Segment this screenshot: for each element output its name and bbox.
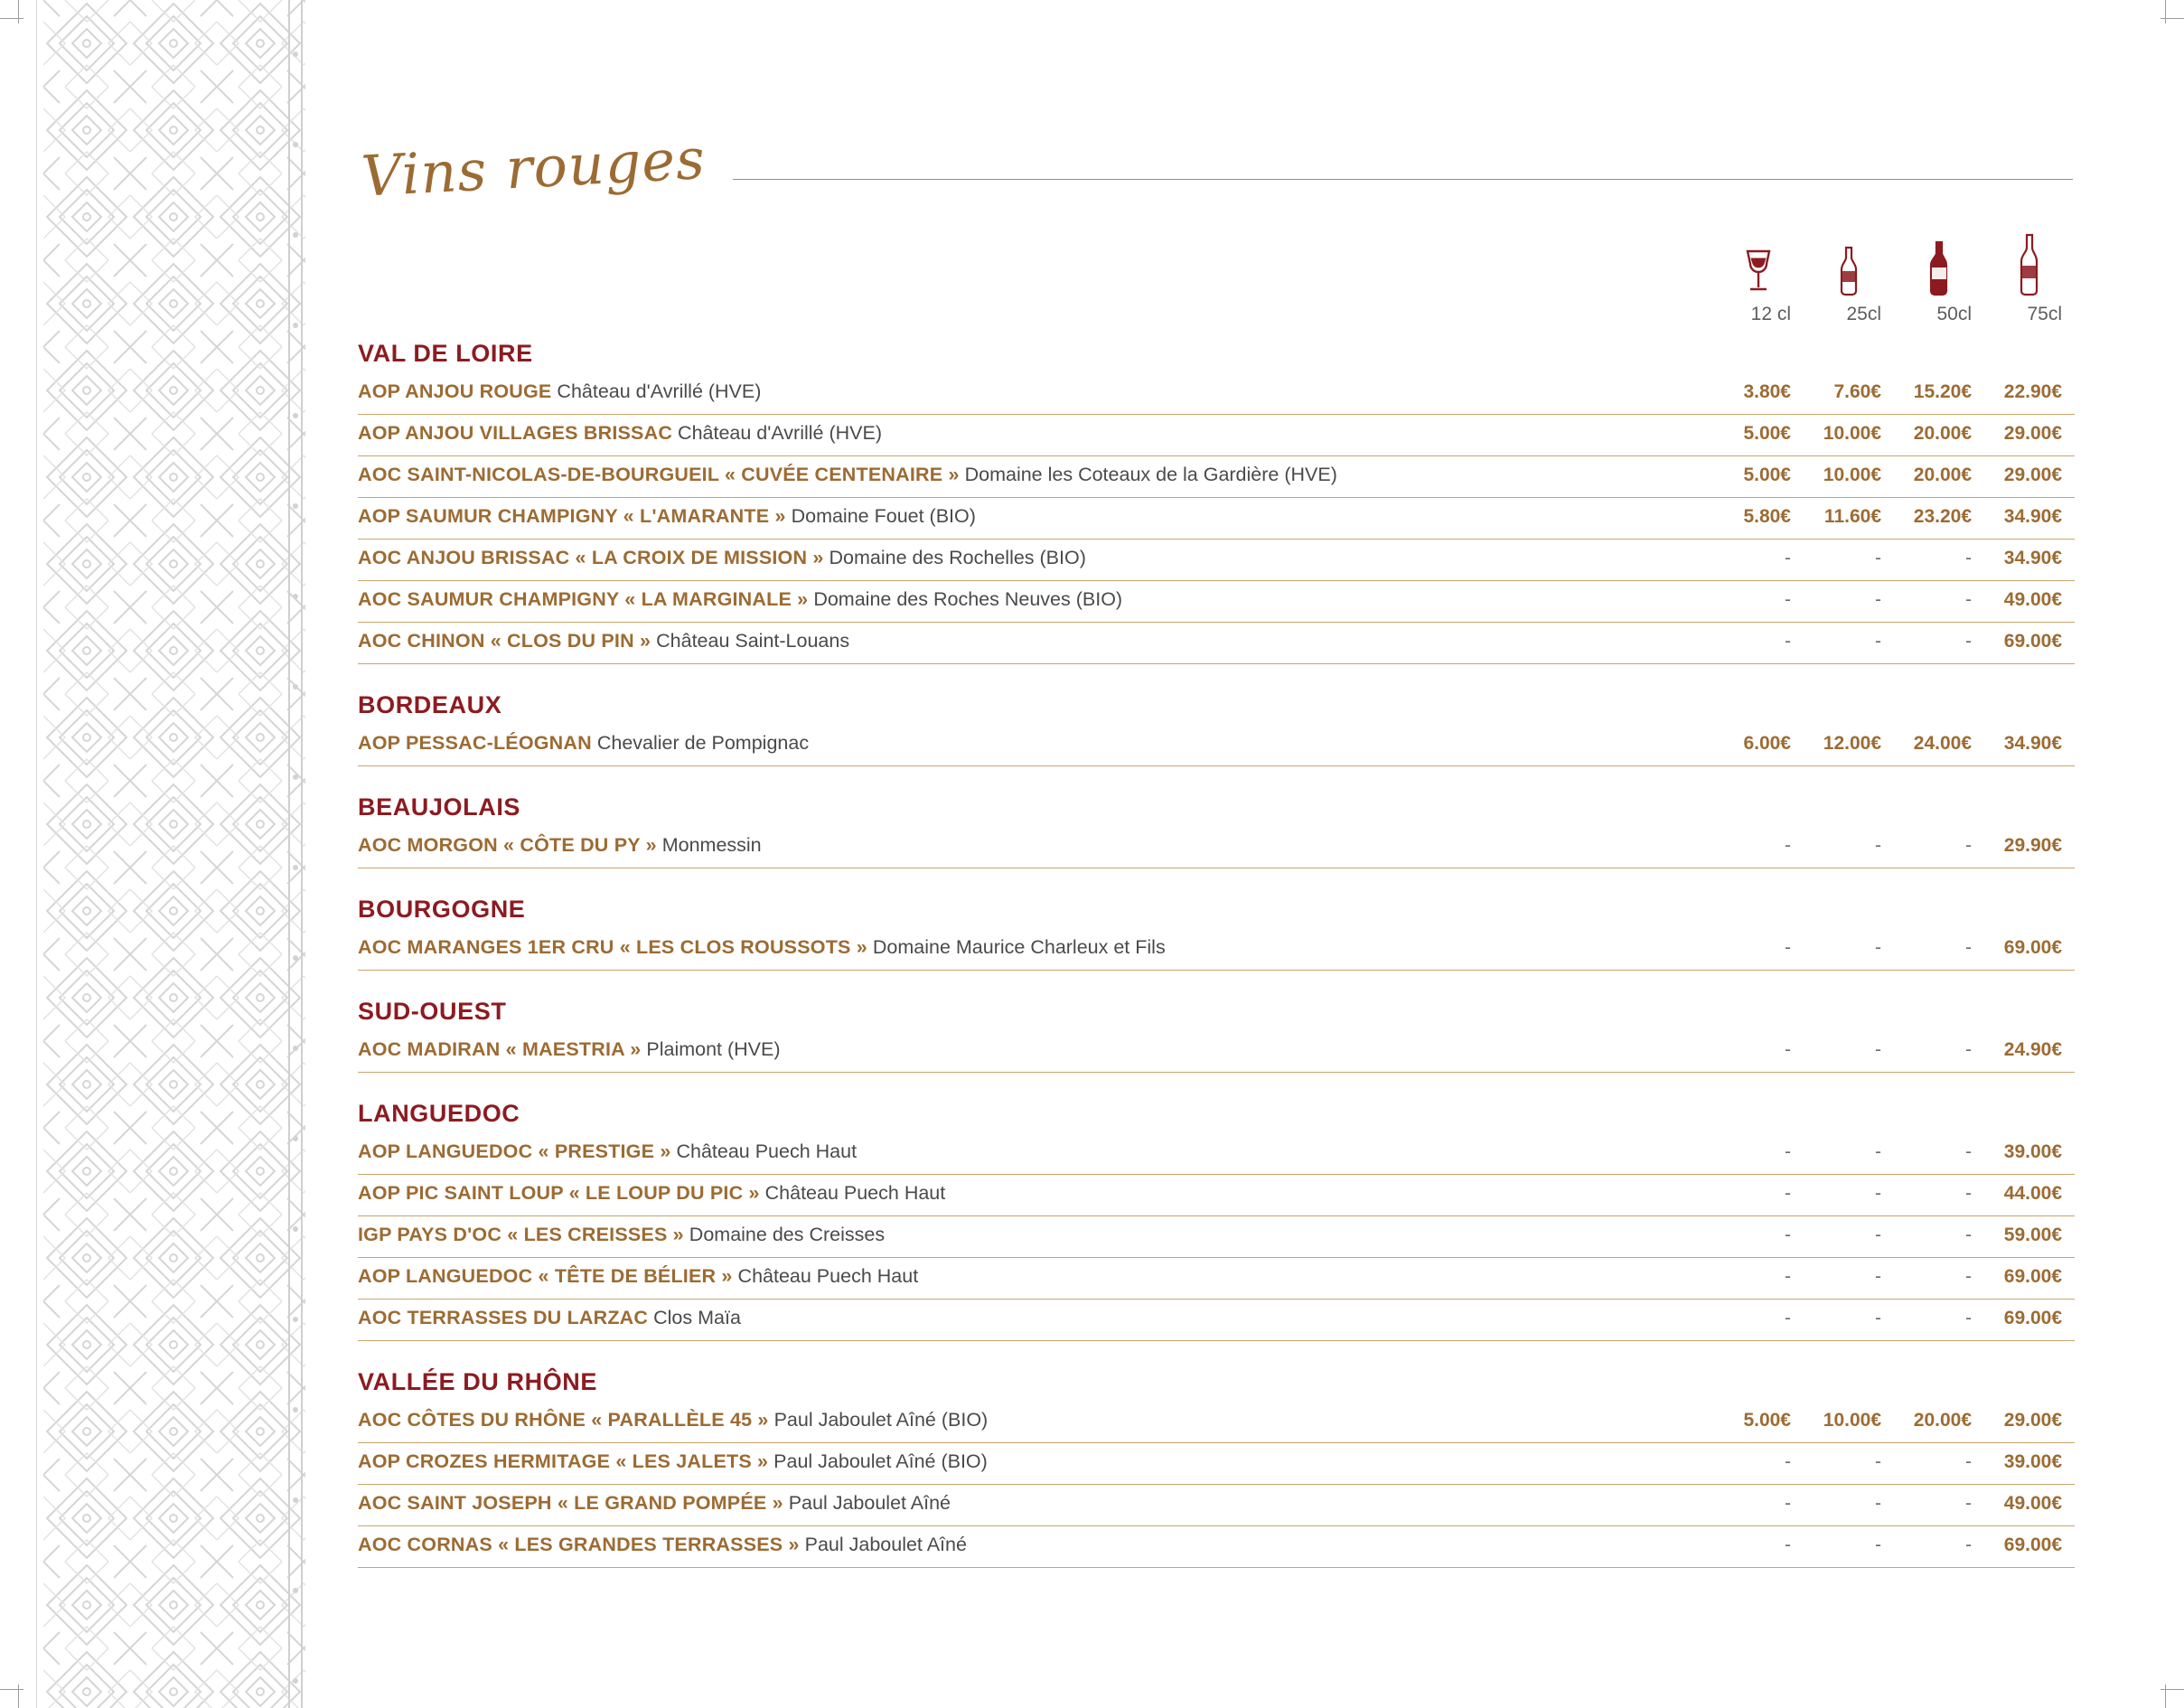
wine-appellation: AOC SAINT-NICOLAS-DE-BOURGUEIL « CUVÉE CENTENAIRE » — [358, 464, 960, 485]
wine-row — [358, 1031, 2075, 1073]
wine-appellation: AOP LANGUEDOC « PRESTIGE » — [358, 1140, 671, 1162]
wine-appellation: AOP SAUMUR CHAMPIGNY « L'AMARANTE » — [358, 505, 786, 527]
region-title: SUD-OUEST — [358, 998, 507, 1025]
wine-name — [358, 1140, 1713, 1164]
price-cell: - — [1875, 1183, 1881, 1204]
wine-name — [358, 1450, 1713, 1474]
price-cell: 39.00€ — [2003, 1451, 2062, 1472]
wine-row — [358, 373, 2075, 415]
page-margin-rule — [36, 0, 37, 1708]
price-group — [1713, 733, 2075, 755]
price-cell: 5.00€ — [1743, 1410, 1791, 1431]
price-cell: 15.20€ — [1913, 381, 1972, 402]
wine-glass-icon — [1713, 240, 1804, 296]
wine-row — [358, 623, 2075, 664]
price-cell: 29.00€ — [2003, 1410, 2062, 1431]
page-title-row — [358, 125, 2075, 217]
wine-appellation: AOC MORGON « CÔTE DU PY » — [358, 834, 657, 856]
price-cell: - — [1875, 631, 1881, 652]
wine-producer: Château d'Avrillé (HVE) — [551, 380, 762, 402]
wine-row — [358, 1300, 2075, 1341]
crop-mark-bottom-left-vertical — [18, 1685, 19, 1708]
wine-producer: Paul Jaboulet Aîné (BIO) — [768, 1409, 989, 1431]
price-cell: - — [1965, 1493, 1972, 1514]
wine-name — [358, 1408, 1713, 1432]
wine-producer: Domaine des Rochelles (BIO) — [823, 547, 1086, 568]
price-cell: 22.90€ — [2003, 381, 2062, 402]
crop-mark-top-left-horizontal — [0, 18, 23, 19]
price-cell: 49.00€ — [2003, 1493, 2062, 1514]
wine-appellation: AOP CROZES HERMITAGE « LES JALETS » — [358, 1450, 769, 1472]
price-cell: 5.00€ — [1743, 423, 1791, 444]
wine-appellation: AOC MADIRAN « MAESTRIA » — [358, 1038, 642, 1060]
price-cell: - — [1785, 1141, 1791, 1162]
price-cell: - — [1875, 1266, 1881, 1287]
price-cell: 24.90€ — [2003, 1039, 2062, 1060]
price-cell: 10.00€ — [1823, 465, 1881, 485]
wine-row — [358, 1443, 2075, 1485]
price-cell: 10.00€ — [1823, 423, 1881, 444]
wine-producer: Monmessin — [656, 834, 762, 856]
wine-row — [358, 1485, 2075, 1526]
wine-name — [358, 833, 1713, 858]
wine-appellation: AOP PIC SAINT LOUP « LE LOUP DU PIC » — [358, 1182, 760, 1204]
price-cell: - — [1965, 631, 1972, 652]
price-group — [1713, 1225, 2075, 1246]
price-group — [1713, 1410, 2075, 1431]
price-group — [1713, 631, 2075, 652]
price-cell: 29.00€ — [2003, 423, 2062, 444]
price-group — [1713, 1493, 2075, 1515]
wine-row — [358, 725, 2075, 766]
region-title: BOURGOGNE — [358, 896, 526, 923]
price-group — [1713, 1534, 2075, 1556]
region-title: BORDEAUX — [358, 691, 502, 718]
price-cell: 6.00€ — [1743, 733, 1791, 754]
wine-region — [358, 793, 2075, 868]
wine-row — [358, 1175, 2075, 1216]
region-title: LANGUEDOC — [358, 1100, 520, 1127]
wine-row — [358, 1216, 2075, 1258]
wine-name — [358, 1533, 1713, 1557]
price-cell: 5.00€ — [1743, 465, 1791, 485]
wine-producer: Clos Maïa — [648, 1307, 741, 1328]
price-cell: - — [1965, 1183, 1972, 1204]
price-cell: 12.00€ — [1823, 733, 1881, 754]
crop-mark-bottom-left-horizontal — [0, 1689, 23, 1690]
price-cell: 49.00€ — [2003, 589, 2062, 610]
price-cell: 69.00€ — [2003, 1534, 2062, 1555]
wine-appellation: AOC SAINT JOSEPH « LE GRAND POMPÉE » — [358, 1492, 783, 1514]
wine-name — [358, 1306, 1713, 1330]
wine-row — [358, 1133, 2075, 1175]
wine-row — [358, 827, 2075, 868]
price-cell: - — [1785, 631, 1791, 652]
price-cell: 69.00€ — [2003, 1266, 2062, 1287]
price-cell: - — [1785, 1266, 1791, 1287]
wine-producer: Domaine des Roches Neuves (BIO) — [808, 588, 1123, 610]
wine-producer: Château Puech Haut — [670, 1140, 858, 1162]
page-title: Vins rouges — [360, 125, 708, 210]
wine-row — [358, 498, 2075, 540]
unit-label-50cl: 50cl — [1936, 304, 1972, 324]
menu-page — [358, 0, 2075, 1708]
price-cell: 39.00€ — [2003, 1141, 2062, 1162]
price-cell: - — [1965, 835, 1972, 856]
wine-producer: Paul Jaboulet Aîné — [783, 1492, 951, 1514]
wine-name — [358, 1181, 1713, 1206]
medium-bottle-icon — [1894, 240, 1984, 296]
price-group — [1713, 423, 2075, 445]
large-bottle-icon — [1984, 240, 2075, 296]
wine-name — [358, 421, 1713, 446]
wine-name — [358, 587, 1713, 612]
crop-mark-bottom-right-vertical — [2165, 1685, 2166, 1708]
price-cell: 3.80€ — [1743, 381, 1791, 402]
wine-name — [358, 1491, 1713, 1516]
decorative-pattern-band — [43, 0, 305, 1708]
price-group — [1713, 506, 2075, 528]
price-cell: - — [1875, 1451, 1881, 1472]
crop-mark-bottom-right-horizontal — [2161, 1689, 2184, 1690]
price-cell: 69.00€ — [2003, 631, 2062, 652]
wine-row — [358, 1402, 2075, 1443]
price-cell: 5.80€ — [1743, 506, 1791, 527]
unit-label-75cl: 75cl — [2027, 304, 2062, 324]
wine-producer: Paul Jaboulet Aîné (BIO) — [768, 1450, 988, 1472]
wine-producer: Château Puech Haut — [732, 1265, 919, 1287]
price-cell: - — [1875, 835, 1881, 856]
price-cell: - — [1785, 1308, 1791, 1328]
price-group — [1713, 465, 2075, 486]
price-cell: - — [1785, 548, 1791, 568]
title-divider — [733, 179, 2073, 180]
wine-producer: Paul Jaboulet Aîné — [799, 1534, 967, 1555]
column-headers — [358, 240, 2075, 340]
wine-appellation: IGP PAYS D'OC « LES CREISSES » — [358, 1224, 684, 1245]
wine-name — [358, 629, 1713, 653]
price-cell: 34.90€ — [2003, 506, 2062, 527]
unit-label-25cl: 25cl — [1846, 304, 1881, 324]
wine-appellation: AOC MARANGES 1ER CRU « LES CLOS ROUSSOTS » — [358, 936, 867, 958]
price-cell: 44.00€ — [2003, 1183, 2062, 1204]
price-cell: - — [1785, 1225, 1791, 1245]
price-group — [1713, 548, 2075, 569]
price-cell: - — [1965, 1141, 1972, 1162]
wine-row — [358, 1526, 2075, 1568]
wine-region — [358, 896, 2075, 971]
wine-region — [358, 1368, 2075, 1568]
price-cell: 10.00€ — [1823, 1410, 1881, 1431]
price-cell: 20.00€ — [1913, 423, 1972, 444]
wine-row — [358, 415, 2075, 456]
small-bottle-icon — [1804, 240, 1894, 296]
price-cell: 69.00€ — [2003, 1308, 2062, 1328]
price-group — [1713, 1183, 2075, 1205]
wine-row — [358, 456, 2075, 498]
price-group — [1713, 1266, 2075, 1288]
wine-appellation: AOC CORNAS « LES GRANDES TERRASSES » — [358, 1534, 800, 1555]
price-cell: - — [1785, 835, 1791, 856]
price-cell: 69.00€ — [2003, 937, 2062, 958]
region-title: VAL DE LOIRE — [358, 340, 533, 367]
wine-name — [358, 546, 1713, 570]
price-cell: - — [1965, 1225, 1972, 1245]
wine-appellation: AOP ANJOU ROUGE — [358, 380, 552, 402]
price-cell: 23.20€ — [1913, 506, 1972, 527]
price-cell: - — [1965, 1534, 1972, 1555]
price-group — [1713, 1141, 2075, 1163]
price-cell: 29.90€ — [2003, 835, 2062, 856]
price-group — [1713, 1451, 2075, 1473]
price-cell: 24.00€ — [1913, 733, 1972, 754]
price-cell: - — [1785, 589, 1791, 610]
price-cell: 7.60€ — [1833, 381, 1881, 402]
unit-row — [1713, 304, 2075, 325]
wine-appellation: AOP LANGUEDOC « TÊTE DE BÉLIER » — [358, 1265, 733, 1287]
price-cell: 34.90€ — [2003, 733, 2062, 754]
price-cell: - — [1785, 1493, 1791, 1514]
wine-producer: Domaine des Creisses — [683, 1224, 886, 1245]
wine-producer: Domaine Maurice Charleux et Fils — [867, 936, 1166, 958]
wine-appellation: AOC SAUMUR CHAMPIGNY « LA MARGINALE » — [358, 588, 809, 610]
wine-name — [358, 463, 1713, 487]
wine-appellation: AOP PESSAC-LÉOGNAN — [358, 732, 592, 754]
wine-producer: Domaine les Coteaux de la Gardière (HVE) — [959, 464, 1337, 485]
wine-regions-list — [358, 340, 2075, 1568]
price-cell: - — [1785, 937, 1791, 958]
price-cell: - — [1965, 1308, 1972, 1328]
crop-mark-top-left-vertical — [18, 0, 19, 23]
price-cell: - — [1965, 937, 1972, 958]
wine-region — [358, 1100, 2075, 1341]
price-cell: - — [1875, 548, 1881, 568]
wine-name — [358, 935, 1713, 960]
price-cell: 29.00€ — [2003, 465, 2062, 485]
price-group — [1713, 381, 2075, 403]
wine-name — [358, 731, 1713, 755]
price-cell: - — [1875, 1141, 1881, 1162]
wine-row — [358, 581, 2075, 623]
price-cell: - — [1875, 1534, 1881, 1555]
crop-mark-top-right-vertical — [2165, 0, 2166, 23]
price-cell: 34.90€ — [2003, 548, 2062, 568]
wine-region — [358, 340, 2075, 664]
wine-name — [358, 380, 1713, 404]
price-group — [1713, 1039, 2075, 1061]
wine-producer: Château Puech Haut — [759, 1182, 946, 1204]
price-cell: - — [1785, 1451, 1791, 1472]
price-cell: - — [1965, 1039, 1972, 1060]
wine-region — [358, 998, 2075, 1073]
price-cell: - — [1785, 1039, 1791, 1060]
region-title: VALLÉE DU RHÔNE — [358, 1368, 598, 1395]
unit-label-12cl: 12 cl — [1750, 304, 1791, 324]
price-group — [1713, 937, 2075, 959]
price-group — [1713, 589, 2075, 611]
price-cell: - — [1965, 1266, 1972, 1287]
wine-appellation: AOC CÔTES DU RHÔNE « PARALLÈLE 45 » — [358, 1409, 769, 1431]
price-cell: - — [1875, 1493, 1881, 1514]
glyph-row — [1713, 240, 2075, 296]
price-cell: 11.60€ — [1823, 506, 1881, 527]
wine-row — [358, 540, 2075, 581]
wine-producer: Plaimont (HVE) — [641, 1038, 781, 1060]
wine-appellation: AOC TERRASSES DU LARZAC — [358, 1307, 649, 1328]
wine-row — [358, 1258, 2075, 1300]
wine-producer: Château d'Avrillé (HVE) — [672, 422, 883, 444]
price-cell: - — [1965, 1451, 1972, 1472]
wine-producer: Chevalier de Pompignac — [591, 732, 810, 754]
price-cell: - — [1965, 548, 1972, 568]
price-cell: - — [1785, 1183, 1791, 1204]
price-cell: 59.00€ — [2003, 1225, 2062, 1245]
wine-producer: Domaine Fouet (BIO) — [785, 505, 976, 527]
wine-name — [358, 1037, 1713, 1062]
wine-name — [358, 504, 1713, 529]
price-group — [1713, 835, 2075, 857]
price-cell: - — [1875, 1225, 1881, 1245]
price-cell: - — [1785, 1534, 1791, 1555]
wine-row — [358, 929, 2075, 971]
price-cell: - — [1875, 1308, 1881, 1328]
wine-appellation: AOC ANJOU BRISSAC « LA CROIX DE MISSION » — [358, 547, 824, 568]
price-cell: 20.00€ — [1913, 465, 1972, 485]
wine-name — [358, 1223, 1713, 1247]
price-cell: - — [1875, 937, 1881, 958]
price-cell: - — [1875, 589, 1881, 610]
price-cell: - — [1965, 589, 1972, 610]
price-group — [1713, 1308, 2075, 1329]
wine-name — [358, 1264, 1713, 1289]
region-title: BEAUJOLAIS — [358, 793, 521, 821]
crop-mark-top-right-horizontal — [2161, 18, 2184, 19]
wine-producer: Château Saint-Louans — [651, 630, 850, 652]
price-cell: 20.00€ — [1913, 1410, 1972, 1431]
price-cell: - — [1875, 1039, 1881, 1060]
wine-appellation: AOC CHINON « CLOS DU PIN » — [358, 630, 651, 652]
wine-region — [358, 691, 2075, 766]
wine-appellation: AOP ANJOU VILLAGES BRISSAC — [358, 422, 673, 444]
